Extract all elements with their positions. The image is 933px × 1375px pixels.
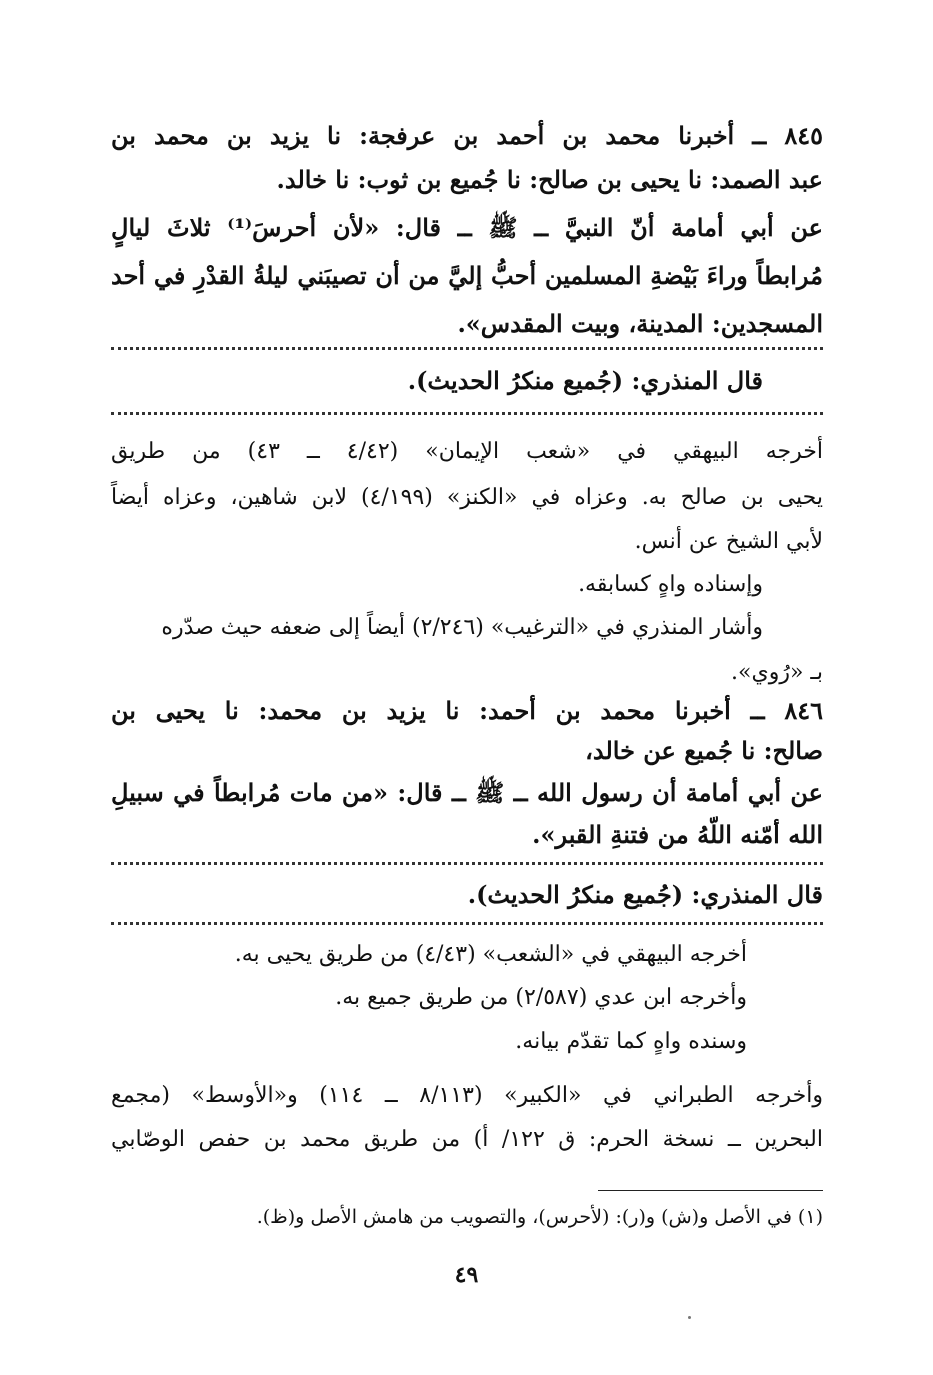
hadith-846-line-3: عن أبي أمامة أن رسول الله ــ ﷺ ــ قال: «من مات مُرابطاً في سبيلِ bbox=[111, 778, 823, 807]
footnote: (١) في الأصل و(ش) و(ر): (لأحرس)، والتصويب من هامش الأصل و(ظ). bbox=[256, 1206, 823, 1228]
takhrij-846-line-5: البحرين ــ نسخة الحرم: ق ١٢٢/ أ) من طريق محمد بن حفص الوصّابي bbox=[111, 1127, 823, 1152]
mundhiri-comment-845: قال المنذري: (جُميع منكرُ الحديث). bbox=[407, 366, 763, 395]
takhrij-845-line-6: بـ «رُوي». bbox=[731, 660, 823, 685]
hadith-845-line-5: المسجدين: المدينة، وبيت المقدس». bbox=[457, 309, 823, 338]
hadith-845-line-1: ٨٤٥ ــ أخبرنا محمد بن أحمد بن عرفجة: نا يزيد بن محمد بن bbox=[111, 121, 823, 150]
hadith-846-line-2: صالح: نا جُميع عن خالد، bbox=[585, 736, 823, 765]
takhrij-846-line-2: وأخرجه ابن عدي (٢/٥٨٧) من طريق جميع به. bbox=[335, 985, 747, 1010]
mundhiri-comment-846: قال المنذري: (جُميع منكرُ الحديث). bbox=[467, 880, 823, 909]
hadith-845-line-3: عن أبي أمامة أنّ النبيَّ ــ ﷺ ــ قال: «لأن أحرسَ⁽¹⁾ ثلاثَ ليالٍ bbox=[111, 213, 823, 242]
hadith-845-line-2: عبد الصمد: نا يحيى بن صالح: نا جُميع بن ثوب: نا خالد. bbox=[276, 165, 823, 194]
takhrij-845-line-2: يحيى بن صالح به. وعزاه في «الكنز» (٤/١٩٩) لابن شاهين، وعزاه أيضاً bbox=[111, 485, 823, 510]
takhrij-845-line-1: أخرجه البيهقي في «شعب الإيمان» (٤/٤٢ ــ ٤٣) من طريق bbox=[111, 439, 823, 464]
print-speck bbox=[688, 1316, 691, 1319]
hadith-846-line-4: الله أمّنه اللّهُ من فتنةِ القبر». bbox=[532, 820, 823, 849]
dotted-separator bbox=[111, 347, 823, 350]
hadith-846-line-1: ٨٤٦ ــ أخبرنا محمد بن أحمد: نا يزيد بن محمد: نا يحيى بن bbox=[111, 696, 823, 725]
dotted-separator bbox=[111, 412, 823, 415]
takhrij-845-line-3: لأبي الشيخ عن أنس. bbox=[634, 529, 823, 554]
takhrij-846-line-1: أخرجه البيهقي في «الشعب» (٤/٤٣) من طريق يحيى به. bbox=[234, 942, 747, 967]
hadith-845-line-4: مُرابطاً وراءَ بَيْضةِ المسلمين أحبُّ إليَّ من أن تصيبَني ليلةُ القدْرِ في أحد bbox=[111, 261, 823, 290]
takhrij-846-line-3: وسنده واهٍ كما تقدّم بيانه. bbox=[515, 1029, 747, 1054]
dotted-separator bbox=[111, 922, 823, 925]
takhrij-845-line-4: وإسناده واهٍ كسابقه. bbox=[578, 572, 763, 597]
takhrij-845-line-5: وأشار المنذري في «الترغيب» (٢/٢٤٦) أيضاً إلى ضعفه حيث صدّره bbox=[161, 615, 763, 640]
dotted-separator bbox=[111, 862, 823, 865]
page-number: ٤٩ bbox=[454, 1262, 479, 1288]
takhrij-846-line-4: وأخرجه الطبراني في «الكبير» (٨/١١٣ ــ ١١٤) و«الأوسط» (مجمع bbox=[111, 1083, 823, 1108]
footnote-rule bbox=[598, 1190, 823, 1191]
